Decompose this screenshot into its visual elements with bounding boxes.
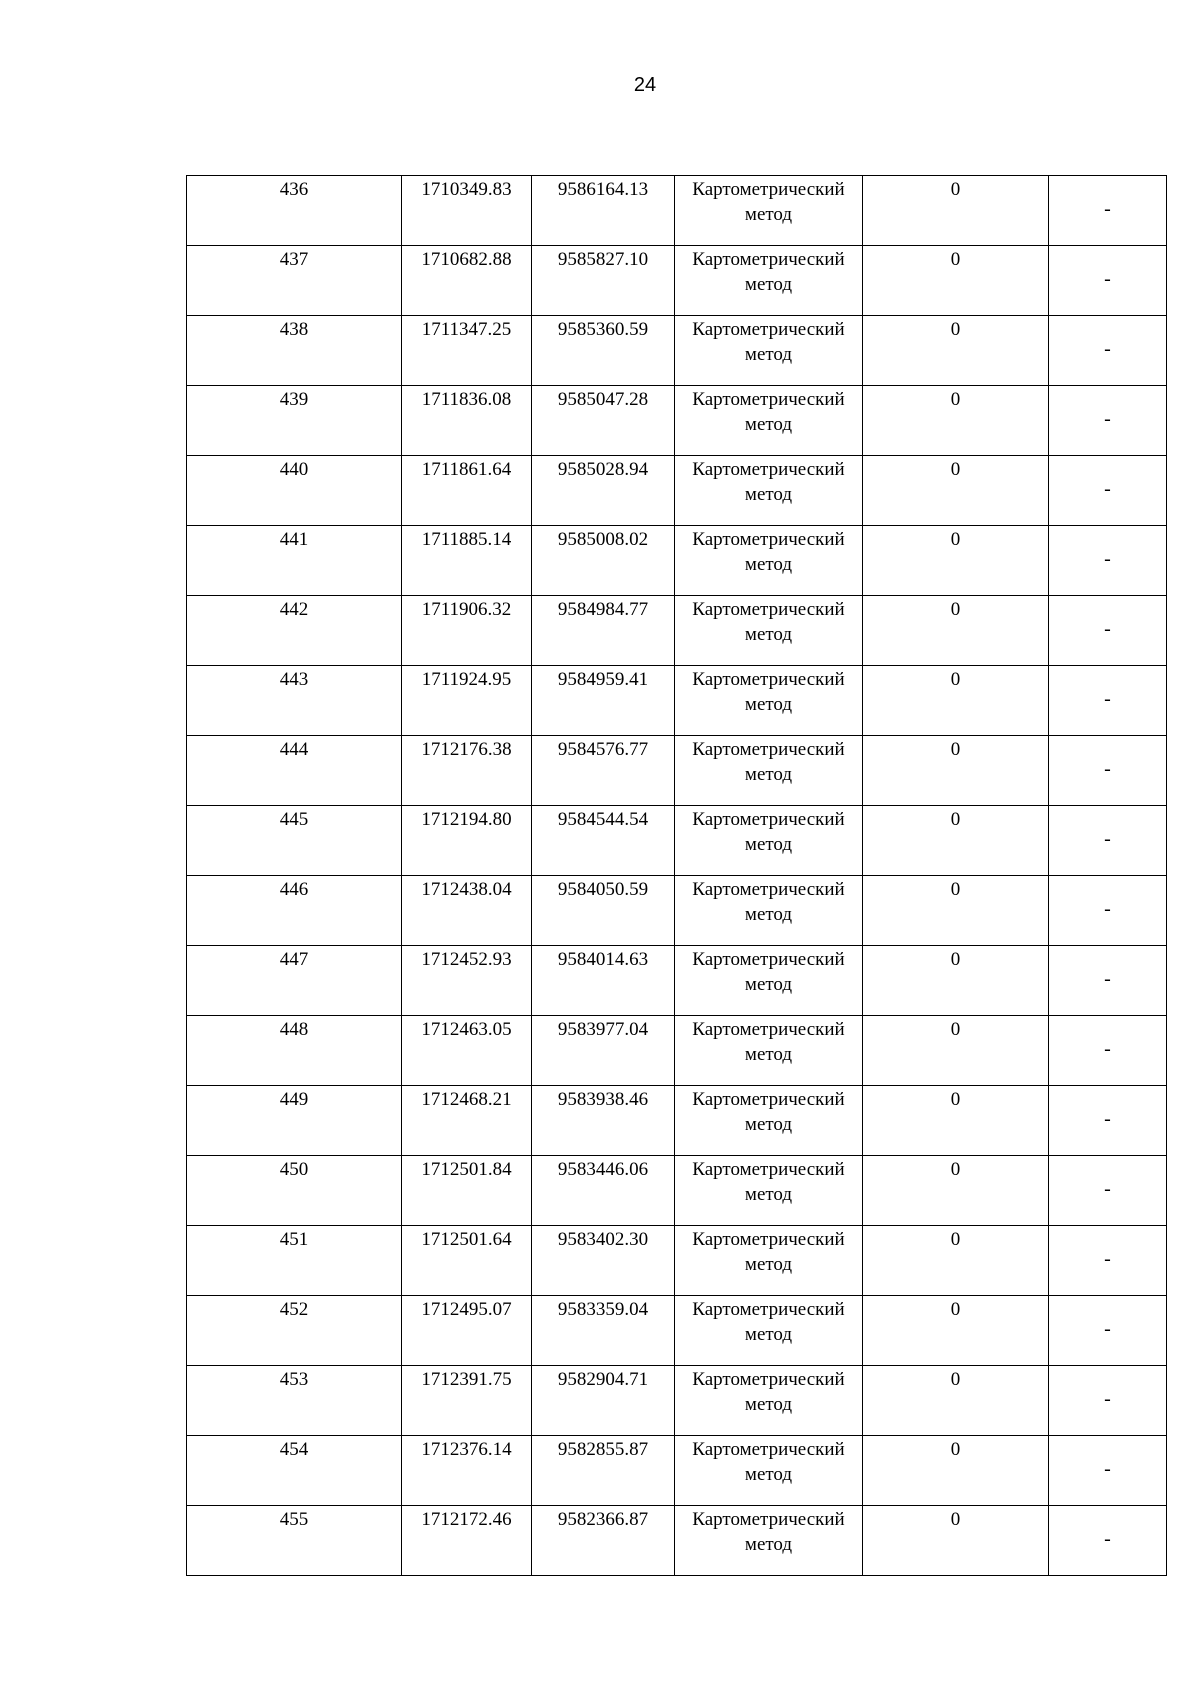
note-cell-text: - xyxy=(1104,548,1111,570)
x-coordinate-cell xyxy=(402,176,532,246)
note-cell-text: - xyxy=(1104,1458,1111,1480)
error-cell-text: 0 xyxy=(950,1089,961,1110)
error-cell-text: 0 xyxy=(950,949,961,970)
point-number-cell xyxy=(187,1436,402,1506)
y-coordinate-cell-text: 9584959.41 xyxy=(557,669,649,690)
x-coordinate-cell xyxy=(402,1086,532,1156)
note-cell xyxy=(1049,1156,1167,1226)
method-cell-text: Картометрический метод xyxy=(692,1439,845,1485)
method-cell xyxy=(675,176,863,246)
table-row xyxy=(187,1506,1167,1576)
method-cell-text: Картометрический метод xyxy=(692,1019,845,1065)
error-cell xyxy=(863,316,1049,386)
y-coordinate-cell xyxy=(532,1296,675,1366)
method-cell xyxy=(675,1226,863,1296)
point-number-cell-text: 445 xyxy=(279,809,309,830)
method-cell xyxy=(675,456,863,526)
table-row xyxy=(187,806,1167,876)
note-cell-text: - xyxy=(1104,968,1111,990)
point-number-cell-text: 437 xyxy=(279,249,309,270)
point-number-cell xyxy=(187,876,402,946)
error-cell-text: 0 xyxy=(950,809,961,830)
note-cell-text: - xyxy=(1104,338,1111,360)
error-cell-text: 0 xyxy=(950,389,961,410)
note-cell xyxy=(1049,1226,1167,1296)
method-cell xyxy=(675,316,863,386)
method-cell xyxy=(675,246,863,316)
table-row xyxy=(187,1156,1167,1226)
method-cell xyxy=(675,1086,863,1156)
point-number-cell-text: 444 xyxy=(279,739,309,760)
note-cell-text: - xyxy=(1104,1178,1111,1200)
y-coordinate-cell-text: 9585827.10 xyxy=(557,249,649,270)
x-coordinate-cell-text: 1712501.64 xyxy=(421,1229,512,1250)
table-row xyxy=(187,666,1167,736)
note-cell-text: - xyxy=(1104,758,1111,780)
point-number-cell xyxy=(187,1226,402,1296)
y-coordinate-cell xyxy=(532,736,675,806)
x-coordinate-cell-text: 1712176.38 xyxy=(421,739,512,760)
method-cell-text: Картометрический метод xyxy=(692,809,845,855)
table-row xyxy=(187,1226,1167,1296)
page-number: 24 xyxy=(633,74,657,96)
y-coordinate-cell xyxy=(532,946,675,1016)
point-number-cell xyxy=(187,946,402,1016)
error-cell-text: 0 xyxy=(950,1159,961,1180)
error-cell-text: 0 xyxy=(950,599,961,620)
x-coordinate-cell xyxy=(402,666,532,736)
point-number-cell xyxy=(187,1086,402,1156)
note-cell-text: - xyxy=(1104,198,1111,220)
error-cell xyxy=(863,736,1049,806)
method-cell-text: Картометрический метод xyxy=(692,249,845,295)
y-coordinate-cell xyxy=(532,1436,675,1506)
point-number-cell xyxy=(187,1296,402,1366)
method-cell-text: Картометрический метод xyxy=(692,1369,845,1415)
table-row xyxy=(187,736,1167,806)
y-coordinate-cell-text: 9583402.30 xyxy=(557,1229,649,1250)
point-number-cell xyxy=(187,246,402,316)
x-coordinate-cell xyxy=(402,1366,532,1436)
error-cell xyxy=(863,876,1049,946)
y-coordinate-cell-text: 9583446.06 xyxy=(557,1159,649,1180)
x-coordinate-cell-text: 1712463.05 xyxy=(421,1019,512,1040)
y-coordinate-cell-text: 9584576.77 xyxy=(557,739,649,760)
method-cell-text: Картометрический метод xyxy=(692,1229,845,1275)
point-number-cell-text: 455 xyxy=(279,1509,309,1530)
point-number-cell-text: 440 xyxy=(279,459,309,480)
table-row xyxy=(187,1436,1167,1506)
error-cell xyxy=(863,1016,1049,1086)
x-coordinate-cell xyxy=(402,1296,532,1366)
note-cell xyxy=(1049,876,1167,946)
method-cell xyxy=(675,946,863,1016)
error-cell xyxy=(863,1226,1049,1296)
point-number-cell-text: 439 xyxy=(279,389,309,410)
error-cell xyxy=(863,666,1049,736)
y-coordinate-cell xyxy=(532,876,675,946)
error-cell-text: 0 xyxy=(950,1299,961,1320)
point-number-cell-text: 438 xyxy=(279,319,309,340)
table-row xyxy=(187,526,1167,596)
error-cell xyxy=(863,806,1049,876)
method-cell-text: Картометрический метод xyxy=(692,529,845,575)
point-number-cell-text: 441 xyxy=(279,529,309,550)
note-cell xyxy=(1049,1296,1167,1366)
note-cell-text: - xyxy=(1104,1108,1111,1130)
y-coordinate-cell-text: 9584984.77 xyxy=(557,599,649,620)
y-coordinate-cell-text: 9583359.04 xyxy=(557,1299,649,1320)
note-cell xyxy=(1049,736,1167,806)
method-cell-text: Картометрический метод xyxy=(692,739,845,785)
x-coordinate-cell xyxy=(402,1506,532,1576)
point-number-cell xyxy=(187,736,402,806)
point-number-cell xyxy=(187,666,402,736)
point-number-cell xyxy=(187,176,402,246)
error-cell xyxy=(863,596,1049,666)
x-coordinate-cell-text: 1712194.80 xyxy=(421,809,512,830)
table-row xyxy=(187,386,1167,456)
x-coordinate-cell xyxy=(402,596,532,666)
table-row xyxy=(187,1366,1167,1436)
y-coordinate-cell-text: 9584014.63 xyxy=(557,949,649,970)
error-cell-text: 0 xyxy=(950,249,961,270)
x-coordinate-cell-text: 1711861.64 xyxy=(421,459,512,480)
note-cell xyxy=(1049,456,1167,526)
method-cell xyxy=(675,1506,863,1576)
table-row xyxy=(187,1086,1167,1156)
table-row xyxy=(187,1296,1167,1366)
x-coordinate-cell-text: 1711347.25 xyxy=(421,319,512,340)
point-number-cell-text: 443 xyxy=(279,669,309,690)
method-cell xyxy=(675,736,863,806)
y-coordinate-cell-text: 9582904.71 xyxy=(557,1369,649,1390)
method-cell xyxy=(675,1436,863,1506)
point-number-cell-text: 446 xyxy=(279,879,309,900)
point-number-cell xyxy=(187,806,402,876)
x-coordinate-cell xyxy=(402,386,532,456)
y-coordinate-cell-text: 9585360.59 xyxy=(557,319,649,340)
point-number-cell-text: 451 xyxy=(279,1229,309,1250)
method-cell xyxy=(675,1366,863,1436)
note-cell-text: - xyxy=(1104,478,1111,500)
y-coordinate-cell-text: 9584544.54 xyxy=(557,809,649,830)
y-coordinate-cell xyxy=(532,1016,675,1086)
error-cell-text: 0 xyxy=(950,529,961,550)
note-cell-text: - xyxy=(1104,618,1111,640)
error-cell xyxy=(863,456,1049,526)
note-cell xyxy=(1049,526,1167,596)
method-cell-text: Картометрический метод xyxy=(692,949,845,995)
point-number-cell xyxy=(187,1366,402,1436)
y-coordinate-cell xyxy=(532,596,675,666)
error-cell-text: 0 xyxy=(950,879,961,900)
table-row xyxy=(187,876,1167,946)
note-cell-text: - xyxy=(1104,1388,1111,1410)
method-cell xyxy=(675,526,863,596)
x-coordinate-cell xyxy=(402,526,532,596)
method-cell xyxy=(675,876,863,946)
y-coordinate-cell-text: 9582855.87 xyxy=(557,1439,649,1460)
error-cell-text: 0 xyxy=(950,1019,961,1040)
point-number-cell xyxy=(187,1156,402,1226)
note-cell xyxy=(1049,1086,1167,1156)
error-cell-text: 0 xyxy=(950,1439,961,1460)
note-cell-text: - xyxy=(1104,688,1111,710)
error-cell-text: 0 xyxy=(950,1369,961,1390)
note-cell xyxy=(1049,1506,1167,1576)
x-coordinate-cell-text: 1712376.14 xyxy=(421,1439,512,1460)
table-row xyxy=(187,456,1167,526)
note-cell-text: - xyxy=(1104,1528,1111,1550)
point-number-cell-text: 452 xyxy=(279,1299,309,1320)
x-coordinate-cell xyxy=(402,876,532,946)
note-cell xyxy=(1049,806,1167,876)
method-cell-text: Картометрический метод xyxy=(692,599,845,645)
error-cell-text: 0 xyxy=(950,1509,961,1530)
y-coordinate-cell-text: 9585028.94 xyxy=(557,459,649,480)
x-coordinate-cell xyxy=(402,1156,532,1226)
point-number-cell-text: 454 xyxy=(279,1439,309,1460)
note-cell-text: - xyxy=(1104,1038,1111,1060)
method-cell xyxy=(675,386,863,456)
note-cell xyxy=(1049,246,1167,316)
method-cell-text: Картометрический метод xyxy=(692,179,845,225)
y-coordinate-cell xyxy=(532,176,675,246)
y-coordinate-cell xyxy=(532,246,675,316)
x-coordinate-cell-text: 1711885.14 xyxy=(421,529,512,550)
point-number-cell xyxy=(187,456,402,526)
point-number-cell-text: 453 xyxy=(279,1369,309,1390)
y-coordinate-cell xyxy=(532,1506,675,1576)
x-coordinate-cell xyxy=(402,736,532,806)
y-coordinate-cell-text: 9583977.04 xyxy=(557,1019,649,1040)
note-cell xyxy=(1049,1436,1167,1506)
table-row xyxy=(187,176,1167,246)
x-coordinate-cell-text: 1711906.32 xyxy=(421,599,512,620)
y-coordinate-cell xyxy=(532,666,675,736)
y-coordinate-cell-text: 9586164.13 xyxy=(557,179,649,200)
x-coordinate-cell xyxy=(402,806,532,876)
x-coordinate-cell-text: 1712391.75 xyxy=(421,1369,512,1390)
x-coordinate-cell-text: 1712468.21 xyxy=(421,1089,512,1110)
error-cell xyxy=(863,946,1049,1016)
method-cell-text: Картометрический метод xyxy=(692,459,845,505)
error-cell-text: 0 xyxy=(950,739,961,760)
note-cell-text: - xyxy=(1104,828,1111,850)
error-cell xyxy=(863,1296,1049,1366)
y-coordinate-cell-text: 9583938.46 xyxy=(557,1089,649,1110)
point-number-cell xyxy=(187,1506,402,1576)
y-coordinate-cell-text: 9584050.59 xyxy=(557,879,649,900)
x-coordinate-cell-text: 1712172.46 xyxy=(421,1509,512,1530)
point-number-cell xyxy=(187,526,402,596)
x-coordinate-cell xyxy=(402,1016,532,1086)
method-cell-text: Картометрический метод xyxy=(692,1299,845,1345)
error-cell xyxy=(863,1506,1049,1576)
x-coordinate-cell-text: 1711836.08 xyxy=(421,389,512,410)
error-cell-text: 0 xyxy=(950,669,961,690)
y-coordinate-cell-text: 9582366.87 xyxy=(557,1509,649,1530)
table-row xyxy=(187,1016,1167,1086)
y-coordinate-cell-text: 9585047.28 xyxy=(557,389,649,410)
coordinates-table xyxy=(186,175,1167,1576)
y-coordinate-cell xyxy=(532,526,675,596)
error-cell xyxy=(863,1156,1049,1226)
x-coordinate-cell-text: 1712501.84 xyxy=(421,1159,512,1180)
table-row xyxy=(187,596,1167,666)
note-cell xyxy=(1049,176,1167,246)
y-coordinate-cell xyxy=(532,806,675,876)
y-coordinate-cell xyxy=(532,1366,675,1436)
point-number-cell-text: 436 xyxy=(279,179,309,200)
error-cell xyxy=(863,1366,1049,1436)
point-number-cell xyxy=(187,316,402,386)
x-coordinate-cell xyxy=(402,246,532,316)
note-cell-text: - xyxy=(1104,1318,1111,1340)
method-cell-text: Картометрический метод xyxy=(692,669,845,715)
y-coordinate-cell xyxy=(532,386,675,456)
note-cell xyxy=(1049,946,1167,1016)
error-cell-text: 0 xyxy=(950,319,961,340)
note-cell-text: - xyxy=(1104,268,1111,290)
error-cell xyxy=(863,526,1049,596)
x-coordinate-cell-text: 1710349.83 xyxy=(421,179,512,200)
x-coordinate-cell-text: 1712438.04 xyxy=(421,879,512,900)
method-cell-text: Картометрический метод xyxy=(692,1089,845,1135)
x-coordinate-cell xyxy=(402,456,532,526)
point-number-cell-text: 449 xyxy=(279,1089,309,1110)
note-cell-text: - xyxy=(1104,1248,1111,1270)
method-cell xyxy=(675,806,863,876)
x-coordinate-cell xyxy=(402,316,532,386)
x-coordinate-cell xyxy=(402,1436,532,1506)
point-number-cell-text: 447 xyxy=(279,949,309,970)
method-cell-text: Картометрический метод xyxy=(692,1159,845,1205)
y-coordinate-cell xyxy=(532,456,675,526)
method-cell xyxy=(675,1016,863,1086)
point-number-cell xyxy=(187,386,402,456)
y-coordinate-cell xyxy=(532,1156,675,1226)
point-number-cell-text: 450 xyxy=(279,1159,309,1180)
point-number-cell xyxy=(187,1016,402,1086)
method-cell xyxy=(675,1156,863,1226)
error-cell xyxy=(863,246,1049,316)
table-row xyxy=(187,946,1167,1016)
error-cell xyxy=(863,1086,1049,1156)
method-cell-text: Картометрический метод xyxy=(692,1509,845,1555)
method-cell-text: Картометрический метод xyxy=(692,319,845,365)
note-cell xyxy=(1049,1366,1167,1436)
x-coordinate-cell-text: 1712495.07 xyxy=(421,1299,512,1320)
method-cell-text: Картометрический метод xyxy=(692,879,845,925)
note-cell xyxy=(1049,386,1167,456)
method-cell-text: Картометрический метод xyxy=(692,389,845,435)
point-number-cell xyxy=(187,596,402,666)
note-cell xyxy=(1049,316,1167,386)
note-cell xyxy=(1049,1016,1167,1086)
method-cell xyxy=(675,596,863,666)
y-coordinate-cell xyxy=(532,1226,675,1296)
note-cell xyxy=(1049,666,1167,736)
error-cell-text: 0 xyxy=(950,1229,961,1250)
table-row xyxy=(187,246,1167,316)
coordinates-table-body xyxy=(187,176,1167,1576)
error-cell xyxy=(863,176,1049,246)
x-coordinate-cell-text: 1711924.95 xyxy=(421,669,512,690)
x-coordinate-cell-text: 1710682.88 xyxy=(421,249,512,270)
x-coordinate-cell xyxy=(402,1226,532,1296)
y-coordinate-cell xyxy=(532,316,675,386)
point-number-cell-text: 442 xyxy=(279,599,309,620)
y-coordinate-cell-text: 9585008.02 xyxy=(557,529,649,550)
note-cell xyxy=(1049,596,1167,666)
x-coordinate-cell-text: 1712452.93 xyxy=(421,949,512,970)
y-coordinate-cell xyxy=(532,1086,675,1156)
error-cell-text: 0 xyxy=(950,179,961,200)
error-cell xyxy=(863,386,1049,456)
method-cell xyxy=(675,666,863,736)
point-number-cell-text: 448 xyxy=(279,1019,309,1040)
method-cell xyxy=(675,1296,863,1366)
error-cell-text: 0 xyxy=(950,459,961,480)
table-row xyxy=(187,316,1167,386)
x-coordinate-cell xyxy=(402,946,532,1016)
error-cell xyxy=(863,1436,1049,1506)
note-cell-text: - xyxy=(1104,898,1111,920)
note-cell-text: - xyxy=(1104,408,1111,430)
